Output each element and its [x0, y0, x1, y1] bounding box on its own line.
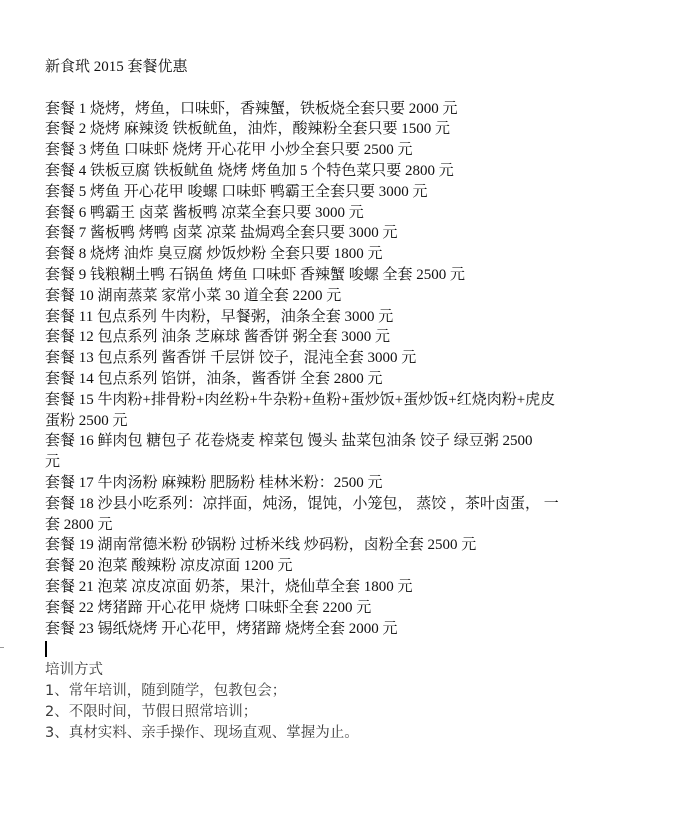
package-item [45, 556, 665, 577]
package-item [45, 161, 665, 182]
package-item [45, 473, 665, 494]
package-line: 套餐 12 包点系列 油条 芝麻球 酱香饼 粥全套 3000 元 [45, 329, 391, 346]
package-line: 套餐 7 酱板鸭 烤鸭 卤菜 凉菜 盐焗鸡全套只要 3000 元 [45, 225, 398, 242]
training-item: 1、常年培训，随到随学，包教包会； [45, 682, 287, 699]
package-item [45, 494, 665, 536]
package-item [45, 182, 665, 203]
package-line: 套餐 21 泡菜 凉皮凉面 奶茶，果汁，烧仙草全套 1800 元 [45, 578, 413, 595]
package-item [45, 577, 665, 598]
training-item: 3、真材实料、亲手操作、现场直观、掌握为止。 [45, 724, 359, 741]
package-list [45, 99, 665, 640]
package-line: 套餐 11 包点系列 牛肉粉，早餐粥，油条全套 3000 元 [45, 308, 394, 325]
package-item [45, 119, 665, 140]
package-line: 套餐 23 锡纸烧烤 开心花甲，烤猪蹄 烧烤全套 2000 元 [45, 620, 398, 637]
package-item [45, 327, 665, 348]
package-line: 套餐 2 烧烤 麻辣烫 铁板鱿鱼，油炸，酸辣粉全套只要 1500 元 [45, 121, 451, 138]
package-item [45, 619, 665, 640]
package-line: 套餐 4 铁板豆腐 铁板鱿鱼 烧烤 烤鱼加 5 个特色菜只要 2800 元 [45, 162, 454, 179]
package-item [45, 307, 665, 328]
document-title: 新食玳 2015 套餐优惠 [45, 59, 188, 75]
package-line: 套餐 15 牛肉粉+排骨粉+肉丝粉+牛杂粉+鱼粉+蛋炒饭+蛋炒饭+红烧肉粉+虎皮 [45, 391, 556, 408]
package-item [45, 223, 665, 244]
package-item [45, 431, 665, 473]
package-line: 套餐 3 烤鱼 口味虾 烧烤 开心花甲 小炒全套只要 2500 元 [45, 142, 413, 159]
package-item [45, 244, 665, 265]
package-item [45, 140, 665, 161]
training-item: 2、不限时间，节假日照常培训； [45, 703, 258, 720]
package-line: 套餐 6 鸭霸王 卤菜 酱板鸭 凉菜全套只要 3000 元 [45, 204, 364, 221]
package-item [45, 535, 665, 556]
package-item [45, 99, 665, 120]
package-line: 套餐 18 沙县小吃系列：凉拌面，炖汤，馄饨，小笼包， 蒸饺 ，茶叶卤蛋， 一 [45, 495, 559, 512]
text-cursor [45, 641, 47, 657]
package-line: 套餐 5 烤鱼 开心花甲 唆螺 口味虾 鸭霸王全套只要 3000 元 [45, 183, 428, 200]
package-item [45, 265, 665, 286]
package-line: 套餐 20 泡菜 酸辣粉 凉皮凉面 1200 元 [45, 558, 293, 575]
training-heading: 培训方式 [45, 662, 103, 679]
package-line: 套餐 16 鲜肉包 糖包子 花卷烧麦 榨菜包 馒头 盐菜包油条 饺子 绿豆粥 2500 [45, 433, 533, 450]
package-line: 套餐 10 湖南蒸菜 家常小菜 30 道全套 2200 元 [45, 287, 342, 304]
package-line: 套餐 1 烧烤，烤鱼，口味虾，香辣蟹，铁板烧全套只要 2000 元 [45, 100, 458, 117]
package-item [45, 348, 665, 369]
package-line: 套餐 13 包点系列 酱香饼 千层饼 饺子，混沌全套 3000 元 [45, 350, 417, 367]
package-item [45, 390, 665, 432]
package-item [45, 598, 665, 619]
blank-line [45, 78, 665, 99]
document-page [45, 57, 665, 743]
package-line: 套餐 8 烧烤 油炸 臭豆腐 炒饭炒粉 全套只要 1800 元 [45, 246, 383, 263]
package-line: 套餐 22 烤猪蹄 开心花甲 烧烤 口味虾全套 2200 元 [45, 599, 372, 616]
package-line: 套餐 9 钱粮糊土鸭 石锅鱼 烤鱼 口味虾 香辣蟹 唆螺 全套 2500 元 [45, 266, 466, 283]
package-item [45, 286, 665, 307]
package-line: 套餐 14 包点系列 馅饼，油条，酱香饼 全套 2800 元 [45, 370, 383, 387]
package-line: 套餐 19 湖南常德米粉 砂锅粉 过桥米线 炒码粉，卤粉全套 2500 元 [45, 537, 477, 554]
package-line-continued: 套 2800 元 [45, 516, 113, 533]
package-line: 套餐 17 牛肉汤粉 麻辣粉 肥肠粉 桂林米粉：2500 元 [45, 474, 383, 491]
package-line-continued: 蛋粉 2500 元 [45, 412, 128, 429]
package-item [45, 369, 665, 390]
margin-marker [0, 647, 4, 648]
package-line-continued: 元 [45, 454, 61, 471]
empty-paragraph[interactable] [45, 639, 665, 660]
training-section [45, 660, 665, 743]
package-item [45, 203, 665, 224]
